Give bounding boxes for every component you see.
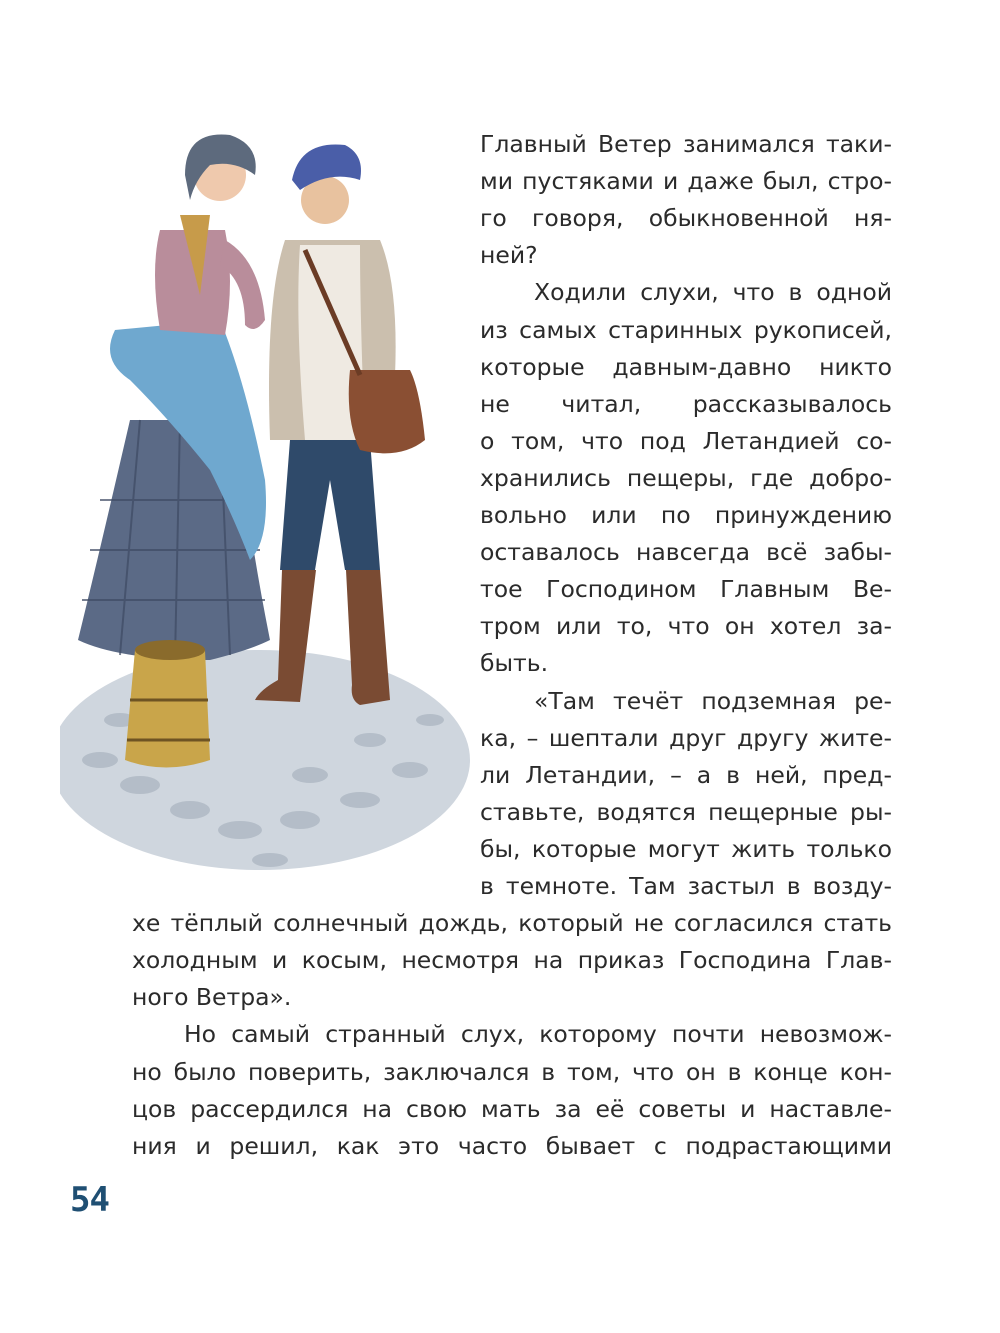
text-line: холодным и косым, несмотря на приказ Господина Глав- (132, 946, 892, 975)
text-line: которые давным-давно никто (480, 352, 892, 381)
text-line: быть. (480, 649, 549, 678)
text-line: вольно или по принуждению (480, 501, 892, 529)
text-line: оставалось навсегда всё забы- (480, 538, 892, 567)
text-line: хранились пещеры, где добро- (480, 463, 892, 492)
text-line: «Там течёт подземная ре- (534, 686, 892, 715)
text-line: ния и решил, как это часто бывает с подрастающими (132, 1131, 892, 1160)
text-line: тром или то, что он хотел за- (480, 612, 892, 641)
text-line: ка, – шептали друг другу жите- (480, 723, 892, 752)
text-line: не читал, рассказывалось (480, 389, 892, 418)
cobblestone-ground (60, 650, 470, 870)
text-line: хе тёплый солнечный дождь, который не согласился стать (132, 909, 892, 938)
illustration-couple-whispering (60, 120, 480, 880)
page-number: 54 (70, 1180, 109, 1220)
text-line: цов рассердился на свою мать за её советы и наставле- (132, 1094, 892, 1123)
text-line: ней? (480, 241, 538, 270)
text-line: го говоря, обыкновенной ня- (480, 204, 892, 233)
text-line: ного Ветра». (132, 983, 292, 1012)
text-line: Но самый странный слух, которому почти невозмож- (184, 1020, 892, 1049)
text-line: бы, которые могут жить только (480, 834, 892, 863)
text-line: Ходили слухи, что в одной (534, 278, 892, 307)
text-line: но было поверить, заключался в том, что он в конце кон- (132, 1057, 892, 1086)
text-line: из самых старинных рукописей, (480, 315, 892, 344)
text-line: Главный Ветер занимался таки- (480, 130, 892, 158)
text-line: о том, что под Летандией со- (480, 426, 892, 455)
text-line: в темноте. Там застыл в возду- (480, 872, 892, 900)
text-line: ли Летандии, – а в ней, пред- (480, 760, 892, 789)
text-line: тое Господином Главным Ве- (480, 575, 892, 604)
text-line: ми пустяками и даже был, стро- (480, 167, 892, 196)
text-line: ставьте, водятся пещерные ры- (480, 797, 892, 826)
